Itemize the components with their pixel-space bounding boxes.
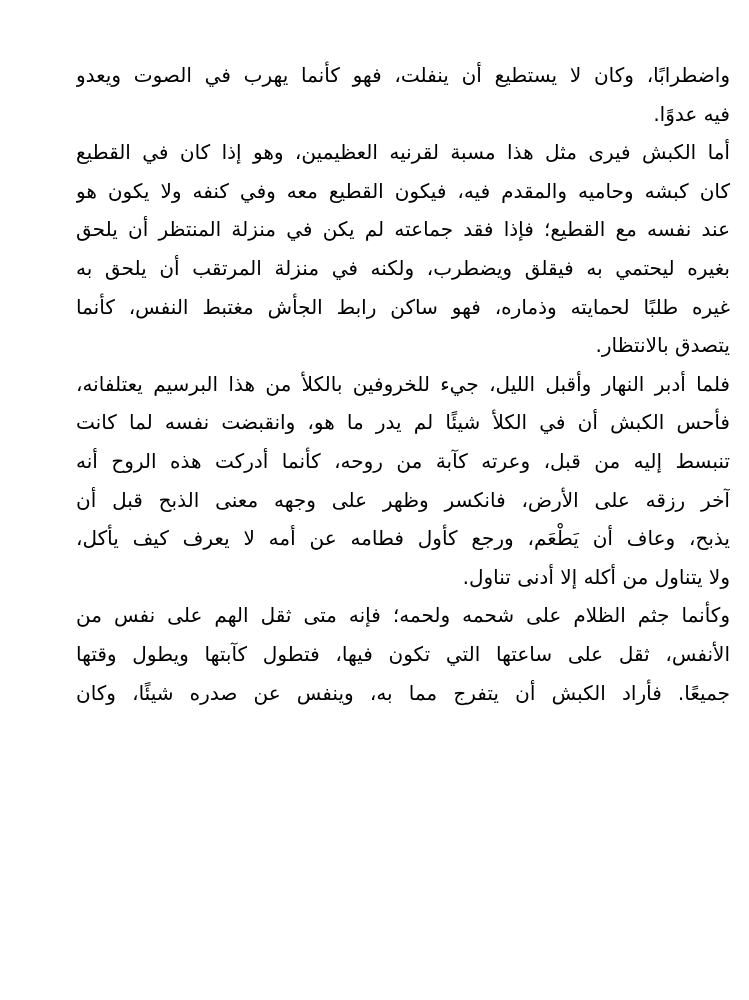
text-line: جميعًا. فأراد الكبش أن يتفرج مما به، وينفس عن صدره شيئًا، وكان	[76, 680, 730, 705]
text-line: يتصدق بالانتظار.	[595, 333, 730, 358]
text-line: يذبح، وعاف أن يَطْعَم، ورجع كأول فطامه عن أمه لا يعرف كيف يأكل،	[76, 526, 730, 551]
text-line: واضطرابًا، وكان لا يستطيع أن ينفلت، فهو كأنما يهرب في الصوت ويعدو	[76, 63, 730, 87]
text-line: عند نفسه مع القطيع؛ فإذا فقد جماعته لم يكن في منزلة المنتظر أن يلحق	[76, 217, 730, 242]
text-line: بغيره ليحتمي به فيقلق ويضطرب، ولكنه في منزلة المرتقب أن يلحق به	[76, 255, 730, 280]
paragraph	[76, 56, 730, 133]
text-line: وكأنما جثم الظلام على شحمه ولحمه؛ فإنه متى ثقل الهم على نفس من	[76, 603, 730, 628]
text-line: أما الكبش فيرى مثل هذا مسبة لقرنيه العظيمين، وهو إذا كان في القطيع	[76, 140, 730, 165]
text-line: فلما أدبر النهار وأقبل الليل، جيء للخروفين بالكلأ من هذا البرسيم يعتلفانه،	[76, 371, 730, 396]
text-line: غيره طلبًا لحمايته وذماره، فهو ساكن رابط الجأش مغتبط النفس، كأنما	[76, 294, 730, 319]
paragraph	[76, 133, 730, 365]
text-line: الأنفس، ثقل على ساعتها التي تكون فيها، فتطول كآبتها ويطول وقتها	[76, 641, 730, 666]
text-line: ولا يتناول من أكله إلا أدنى تناول.	[462, 564, 730, 589]
paragraph	[76, 596, 730, 712]
text-line: تنبسط إليه من قبل، وعرته كآبة من روحه، كأنما أدركت هذه الروح أنه	[76, 448, 730, 473]
text-line: آخر رزقه على الأرض، فانكسر وظهر على وجهه معنى الذبح قبل أن	[76, 487, 730, 512]
text-line: فيه عدوًا.	[653, 101, 730, 126]
text-line: كان كبشه وحاميه والمقدم فيه، فيكون القطيع معه وفي كنفه ولا يكون هو	[76, 178, 730, 203]
paragraph	[76, 365, 730, 597]
page-text	[76, 56, 730, 712]
text-line: فأحس الكبش أن في الكلأ شيئًا لم يدر ما هو، وانقبضت نفسه لما كانت	[76, 410, 730, 435]
